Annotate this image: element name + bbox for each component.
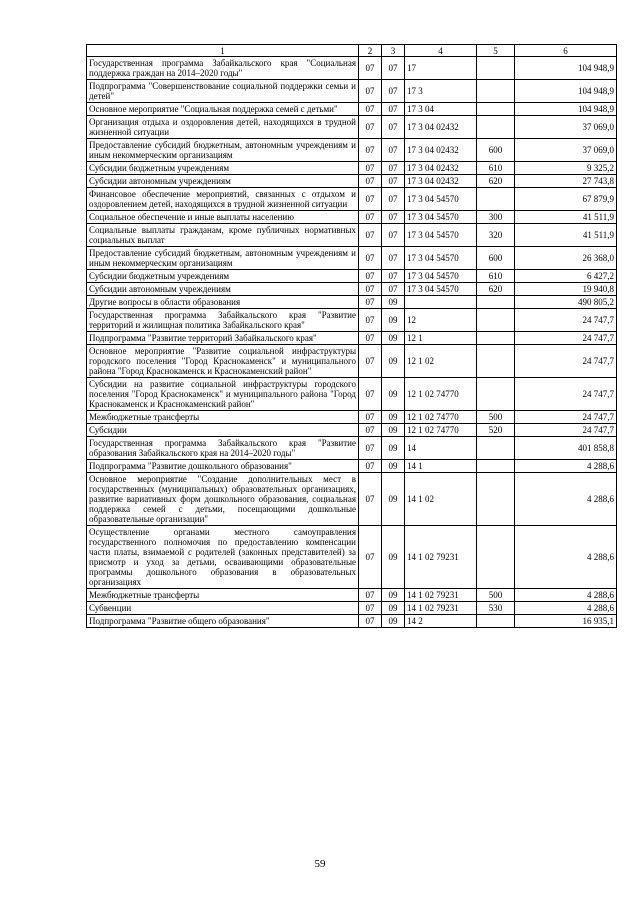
row-subsection: 07 (382, 283, 405, 296)
row-subsection: 07 (382, 139, 405, 162)
row-target-article: 17 3 04 54570 (405, 247, 477, 270)
row-section: 07 (359, 473, 382, 526)
row-expense-type: 500 (477, 411, 515, 424)
row-expense-type: 610 (477, 270, 515, 283)
row-name: Подпрограмма "Развитие территорий Забайкальского края" (87, 332, 359, 345)
table-row (87, 103, 617, 116)
row-subsection: 07 (382, 224, 405, 247)
row-target-article: 17 3 04 54570 (405, 270, 477, 283)
table-row (87, 296, 617, 309)
row-section: 07 (359, 80, 382, 103)
row-name: Субсидии (87, 424, 359, 437)
row-expense-type (477, 80, 515, 103)
row-name: Предоставление субсидий бюджетным, автономным учреждениям и иным некоммерческим организациям (87, 247, 359, 270)
row-subsection: 07 (382, 270, 405, 283)
row-target-article: 12 1 02 74770 (405, 378, 477, 411)
row-name: Предоставление субсидий бюджетным, автономным учреждениям и иным некоммерческим организациям (87, 139, 359, 162)
row-amount: 490 805,2 (515, 296, 617, 309)
row-target-article: 17 3 04 54570 (405, 224, 477, 247)
row-expense-type: 520 (477, 424, 515, 437)
page-number: 59 (314, 858, 326, 870)
row-expense-type (477, 188, 515, 211)
row-amount: 24 747,7 (515, 345, 617, 378)
row-subsection: 09 (382, 437, 405, 460)
row-name: Субвенции (87, 602, 359, 615)
table-row (87, 57, 617, 80)
row-section: 07 (359, 345, 382, 378)
row-amount: 24 747,7 (515, 332, 617, 345)
row-name: Субсидии автономным учреждениям (87, 283, 359, 296)
row-amount: 4 288,6 (515, 460, 617, 473)
row-expense-type: 620 (477, 175, 515, 188)
row-section: 07 (359, 437, 382, 460)
row-expense-type (477, 437, 515, 460)
row-target-article: 14 (405, 437, 477, 460)
row-section: 07 (359, 103, 382, 116)
row-target-article: 14 1 02 79231 (405, 602, 477, 615)
row-amount: 37 069,0 (515, 116, 617, 139)
row-amount: 27 743,8 (515, 175, 617, 188)
row-amount: 26 368,0 (515, 247, 617, 270)
row-subsection: 07 (382, 247, 405, 270)
row-target-article: 17 3 04 02432 (405, 162, 477, 175)
table-row (87, 162, 617, 175)
row-section: 07 (359, 332, 382, 345)
row-amount: 104 948,9 (515, 57, 617, 80)
row-expense-type: 530 (477, 602, 515, 615)
row-name: Другие вопросы в области образования (87, 296, 359, 309)
table-row (87, 602, 617, 615)
row-section: 07 (359, 309, 382, 332)
row-expense-type (477, 309, 515, 332)
row-expense-type: 600 (477, 247, 515, 270)
row-subsection: 09 (382, 424, 405, 437)
row-amount: 9 325,2 (515, 162, 617, 175)
row-target-article: 14 1 02 79231 (405, 589, 477, 602)
table-row (87, 247, 617, 270)
row-amount: 19 940,8 (515, 283, 617, 296)
row-target-article: 14 2 (405, 615, 477, 628)
row-section: 07 (359, 460, 382, 473)
row-section: 07 (359, 139, 382, 162)
row-section: 07 (359, 296, 382, 309)
table-row (87, 460, 617, 473)
row-section: 07 (359, 615, 382, 628)
row-target-article: 17 3 (405, 80, 477, 103)
row-section: 07 (359, 57, 382, 80)
row-section: 07 (359, 283, 382, 296)
row-target-article: 17 3 04 02432 (405, 116, 477, 139)
row-section: 07 (359, 211, 382, 224)
row-name: Организация отдыха и оздоровления детей, находящихся в трудной жизненной ситуации (87, 116, 359, 139)
row-amount: 401 858,8 (515, 437, 617, 460)
row-amount: 104 948,9 (515, 80, 617, 103)
row-subsection: 09 (382, 460, 405, 473)
row-amount: 4 288,6 (515, 602, 617, 615)
row-expense-type (477, 378, 515, 411)
row-subsection: 09 (382, 345, 405, 378)
row-amount: 16 935,1 (515, 615, 617, 628)
table-row (87, 345, 617, 378)
row-target-article: 12 1 02 74770 (405, 424, 477, 437)
row-amount: 4 288,6 (515, 589, 617, 602)
row-section: 07 (359, 526, 382, 589)
row-section: 07 (359, 175, 382, 188)
row-subsection: 09 (382, 526, 405, 589)
header-col-3: 3 (382, 45, 405, 57)
table-row (87, 378, 617, 411)
row-name: Субсидии бюджетным учреждениям (87, 162, 359, 175)
budget-table (86, 44, 617, 628)
table-row (87, 437, 617, 460)
table-row (87, 80, 617, 103)
table-row (87, 116, 617, 139)
row-section: 07 (359, 247, 382, 270)
row-subsection: 09 (382, 296, 405, 309)
row-amount: 67 879,9 (515, 188, 617, 211)
row-subsection: 07 (382, 175, 405, 188)
header-col-4: 4 (405, 45, 477, 57)
row-expense-type: 300 (477, 211, 515, 224)
row-subsection: 07 (382, 80, 405, 103)
row-amount: 37 069,0 (515, 139, 617, 162)
row-expense-type (477, 473, 515, 526)
row-expense-type: 500 (477, 589, 515, 602)
row-amount: 41 511,9 (515, 224, 617, 247)
row-name: Финансовое обеспечение мероприятий, связанных с отдыхом и оздоровлением детей, находящихся в трудной жизненной ситуации (87, 188, 359, 211)
row-name: Подпрограмма "Развитие дошкольного образования" (87, 460, 359, 473)
table-row (87, 270, 617, 283)
row-target-article: 17 3 04 54570 (405, 211, 477, 224)
row-target-article: 17 3 04 02432 (405, 139, 477, 162)
row-expense-type: 620 (477, 283, 515, 296)
row-name: Межбюджетные трансферты (87, 589, 359, 602)
table-row (87, 224, 617, 247)
row-name: Государственная программа Забайкальского края "Социальная поддержка граждан на 2014–2020 годы" (87, 57, 359, 80)
row-amount: 24 747,7 (515, 424, 617, 437)
row-target-article (405, 296, 477, 309)
row-expense-type (477, 116, 515, 139)
row-target-article: 17 (405, 57, 477, 80)
row-expense-type: 610 (477, 162, 515, 175)
row-subsection: 07 (382, 103, 405, 116)
row-amount: 41 511,9 (515, 211, 617, 224)
row-expense-type (477, 526, 515, 589)
row-subsection: 07 (382, 211, 405, 224)
table-row (87, 283, 617, 296)
row-target-article: 12 (405, 309, 477, 332)
row-section: 07 (359, 270, 382, 283)
row-name: Межбюджетные трансферты (87, 411, 359, 424)
header-col-6: 6 (515, 45, 617, 57)
row-expense-type (477, 296, 515, 309)
row-amount: 4 288,6 (515, 526, 617, 589)
header-col-5: 5 (477, 45, 515, 57)
row-amount: 24 747,7 (515, 411, 617, 424)
row-section: 07 (359, 589, 382, 602)
row-target-article: 17 3 04 02432 (405, 175, 477, 188)
header-col-2: 2 (359, 45, 382, 57)
row-expense-type (477, 460, 515, 473)
row-target-article: 12 1 02 74770 (405, 411, 477, 424)
row-amount: 104 948,9 (515, 103, 617, 116)
row-name: Социальные выплаты гражданам, кроме публичных нормативных социальных выплат (87, 224, 359, 247)
row-amount: 4 288,6 (515, 473, 617, 526)
row-section: 07 (359, 424, 382, 437)
row-section: 07 (359, 411, 382, 424)
row-expense-type (477, 345, 515, 378)
row-name: Основное мероприятие "Социальная поддержка семей с детьми" (87, 103, 359, 116)
row-name: Осуществление органами местного самоуправления государственного полномочия по предоставлению компенсации части платы, взимаемой с родителей (законных представителей) за присмотр и уход за детьми, осваивающими образовательные программы дошкольного образования в образовательных организациях (87, 526, 359, 589)
row-name: Государственная программа Забайкальского края "Развитие образования Забайкальского края на 2014–2020 годы" (87, 437, 359, 460)
row-target-article: 12 1 (405, 332, 477, 345)
row-subsection: 09 (382, 309, 405, 332)
table-row (87, 589, 617, 602)
row-name: Субсидии автономным учреждениям (87, 175, 359, 188)
header-row (87, 45, 617, 57)
row-subsection: 09 (382, 473, 405, 526)
row-section: 07 (359, 116, 382, 139)
table-row (87, 526, 617, 589)
row-target-article: 14 1 02 (405, 473, 477, 526)
row-target-article: 17 3 04 (405, 103, 477, 116)
row-expense-type: 320 (477, 224, 515, 247)
row-subsection: 09 (382, 378, 405, 411)
table-row (87, 615, 617, 628)
table-row (87, 424, 617, 437)
row-name: Субсидии бюджетным учреждениям (87, 270, 359, 283)
row-amount: 24 747,7 (515, 309, 617, 332)
header-col-1: 1 (87, 45, 359, 57)
row-subsection: 09 (382, 411, 405, 424)
table-row (87, 332, 617, 345)
row-name: Основное мероприятие "Развитие социальной инфраструктуры городского поселения "Город Краснокаменск" и муниципального района "Город Краснокаменск и Краснокаменский район" (87, 345, 359, 378)
table-header (87, 45, 617, 57)
row-subsection: 07 (382, 57, 405, 80)
row-subsection: 07 (382, 188, 405, 211)
row-expense-type (477, 615, 515, 628)
row-name: Субсидии на развитие социальной инфраструктуры городского поселения "Город Краснокаменск" и муниципального района "Город Краснокаменск и Краснокаменский район" (87, 378, 359, 411)
row-name: Государственная программа Забайкальского края "Развитие территорий и жилищная политика Забайкальского края" (87, 309, 359, 332)
row-subsection: 07 (382, 116, 405, 139)
row-amount: 6 427,2 (515, 270, 617, 283)
row-section: 07 (359, 188, 382, 211)
row-expense-type (477, 57, 515, 80)
row-target-article: 14 1 02 79231 (405, 526, 477, 589)
row-section: 07 (359, 602, 382, 615)
row-section: 07 (359, 224, 382, 247)
table-body (87, 57, 617, 628)
row-expense-type: 600 (477, 139, 515, 162)
row-target-article: 17 3 04 54570 (405, 283, 477, 296)
row-target-article: 17 3 04 54570 (405, 188, 477, 211)
table-row (87, 188, 617, 211)
table-row (87, 411, 617, 424)
row-subsection: 09 (382, 602, 405, 615)
row-name: Подпрограмма "Совершенствование социальной поддержки семьи и детей" (87, 80, 359, 103)
table-row (87, 175, 617, 188)
row-section: 07 (359, 162, 382, 175)
table-row (87, 211, 617, 224)
row-target-article: 12 1 02 (405, 345, 477, 378)
row-subsection: 09 (382, 615, 405, 628)
row-subsection: 09 (382, 589, 405, 602)
row-subsection: 09 (382, 332, 405, 345)
table-row (87, 139, 617, 162)
row-amount: 24 747,7 (515, 378, 617, 411)
row-name: Основное мероприятие "Создание дополнительных мест в государственных (муниципальных) образовательных организациях, развитие вариативных форм дошкольного образования, социальная поддержка семей с детьми, посещающими дошкольные образовательные организации" (87, 473, 359, 526)
table-row (87, 473, 617, 526)
row-name: Подпрограмма "Развитие общего образования" (87, 615, 359, 628)
row-section: 07 (359, 378, 382, 411)
row-target-article: 14 1 (405, 460, 477, 473)
row-expense-type (477, 103, 515, 116)
row-name: Социальное обеспечение и иные выплаты населению (87, 211, 359, 224)
row-subsection: 07 (382, 162, 405, 175)
row-expense-type (477, 332, 515, 345)
table-row (87, 309, 617, 332)
